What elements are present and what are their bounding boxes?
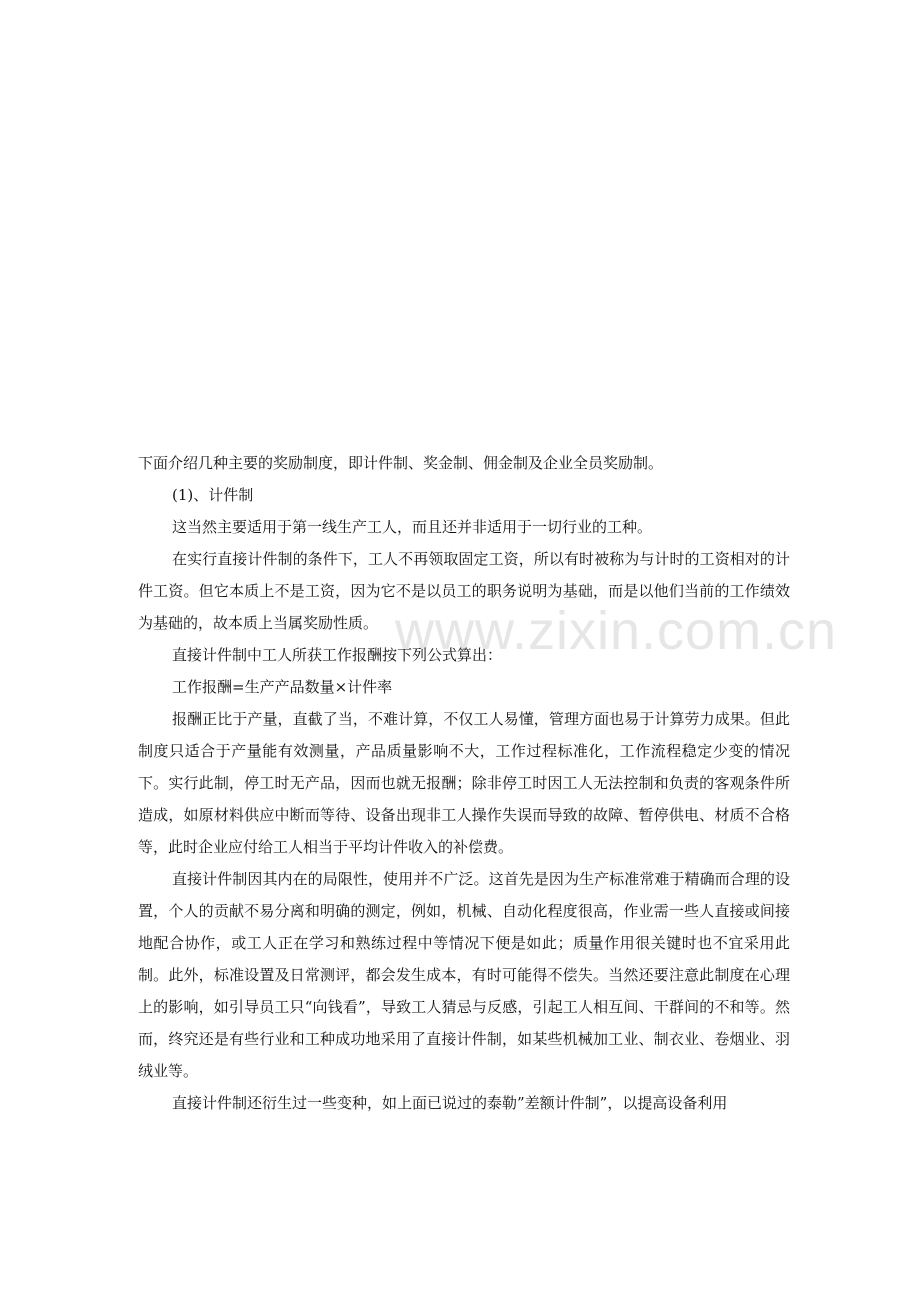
formula-line: 工作报酬=生产产品数量×计件率 bbox=[172, 678, 393, 696]
section-heading-piecework: (1)、计件制 bbox=[172, 486, 254, 504]
watermark: www.zixin.com.cn bbox=[395, 601, 838, 661]
paragraph-pay-proportional: 报酬正比于产量，直截了当，不难计算，不仅工人易懂，管理方面也易于计算劳力成果。但此制度只适合于产量能有效测量，产品质量影响不大，工作过程标准化，工作流程稳定少变的情况下。实行此制，停工时无产品，因而也就无报酬；除非停工时因工人无法控制和负责的客观条件所造成，如原材料供应中断而等待、设备出现非工人操作失误而导致的故障、暂停供电、材质不合格等，此时企业应付给工人相当于平均计件收入的补偿费。 bbox=[138, 710, 790, 856]
paragraph-variants: 直接计件制还衍生过一些变种，如上面已说过的泰勒”差额计件制”，以提高设备利用 bbox=[172, 1094, 728, 1112]
paragraph-applicability: 这当然主要适用于第一线生产工人，而且还并非适用于一切行业的工种。 bbox=[172, 518, 653, 536]
paragraph-formula-intro: 直接计件制中工人所获工作报酬按下列公式算出： bbox=[172, 646, 503, 664]
intro-paragraph: 下面介绍几种主要的奖励制度，即计件制、奖金制、佣金制及企业全员奖励制。 bbox=[138, 454, 664, 472]
paragraph-limitations: 直接计件制因其内在的局限性，使用并不广泛。这首先是因为生产标准常难于精确而合理的设置，个人的贡献不易分离和明确的测定，例如，机械、自动化程度很高，作业需一些人直接或间接地配合协作，或工人正在学习和熟练过程中等情况下便是如此；质量作用很关键时也不宜采用此制。此外，标准设置及日常测评，都会发生成本，有时可能得不偿失。当然还要注意此制度在心理上的影响，如引导员工只“向钱看”，导致工人猜忌与反感，引起工人相互间、干群间的不和等。然而，终究还是有些行业和工种成功地采用了直接计件制，如某些机械加工业、制衣业、卷烟业、羽绒业等。 bbox=[138, 870, 790, 1080]
document-body bbox=[138, 447, 790, 1119]
paragraph-direct-piecework: 在实行直接计件制的条件下，工人不再领取固定工资，所以有时被称为与计时的工资相对的计件工资。但它本质上不是工资，因为它不是以员工的职务说明为基础，而是以他们当前的工作绩效为基础的，故本质上当属奖励性质。 bbox=[138, 550, 790, 632]
